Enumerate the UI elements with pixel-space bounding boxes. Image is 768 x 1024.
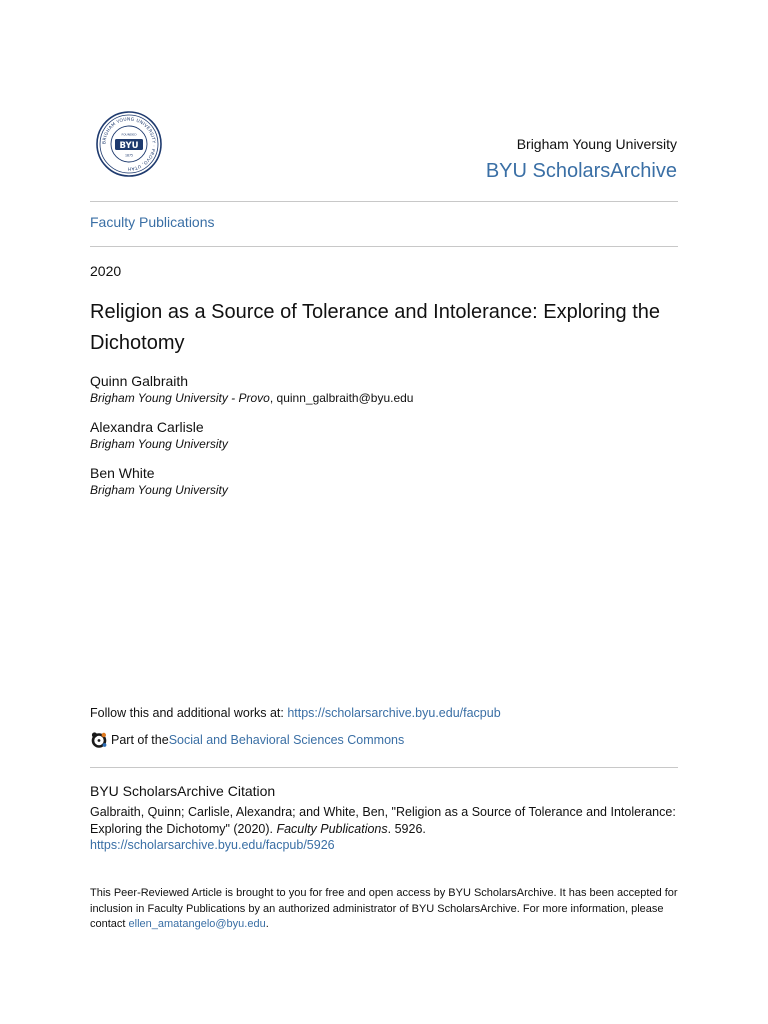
archive-link[interactable]: BYU ScholarsArchive [485, 160, 677, 182]
divider [90, 246, 678, 247]
notice-text: This Peer-Reviewed Article is brought to you for free and open access by BYU ScholarsArchive. It has been accepted for inclusion in Faculty Publications by an authorized administrator of BYU ScholarsArchive. For more information, please contact [90, 887, 678, 930]
citation-text [90, 804, 678, 854]
citation-url-link[interactable]: https://scholarsarchive.byu.edu/facpub/5926 [90, 838, 335, 852]
divider [90, 767, 678, 768]
part-of-line [90, 731, 404, 749]
series-link[interactable]: Faculty Publications [90, 214, 215, 230]
institution-name: Brigham Young University [516, 136, 677, 152]
citation-authors-title: Galbraith, Quinn; Carlisle, Alexandra; and White, Ben, "Religion as a Source of Tolerance and Intolerance: Exploring the Dichotomy" (2020). [90, 805, 676, 836]
author-institution: Brigham Young University - Provo [90, 391, 270, 405]
seal-founded-text: FOUNDED [121, 132, 137, 137]
author-name: Ben White [90, 465, 155, 481]
seal-center-text: BYU [119, 140, 139, 151]
part-of-prefix: Part of the [111, 733, 169, 747]
contact-email-link[interactable]: ellen_amatangelo@byu.edu [128, 918, 266, 930]
author-name: Quinn Galbraith [90, 373, 189, 389]
author-affiliation [90, 390, 690, 406]
follow-prefix: Follow this and additional works at: [90, 706, 288, 720]
byu-seal-logo [96, 111, 162, 177]
author-institution: Brigham Young University [90, 437, 228, 451]
author-entry [90, 418, 690, 452]
author-entry [90, 464, 690, 498]
author-entry [90, 372, 690, 406]
article-title: Religion as a Source of Tolerance and Intolerance: Exploring the Dichotomy [90, 301, 660, 354]
citation-journal: Faculty Publications [276, 821, 388, 836]
citation-number: . 5926. [387, 821, 426, 836]
seal-ring-text: BRIGHAM YOUNG UNIVERSITY · PROVO, UTAH [102, 117, 156, 171]
publication-year: 2020 [90, 263, 122, 279]
author-affiliation [90, 436, 690, 452]
network-commons-icon [90, 731, 108, 749]
header-branding [486, 135, 677, 184]
notice-end: . [265, 918, 269, 930]
author-email[interactable]: quinn_galbraith@byu.edu [276, 391, 414, 405]
author-name: Alexandra Carlisle [90, 419, 204, 435]
author-affiliation [90, 482, 690, 498]
author-institution: Brigham Young University [90, 483, 228, 497]
divider [90, 201, 678, 202]
citation-heading: BYU ScholarsArchive Citation [90, 783, 276, 799]
author-list [90, 372, 690, 510]
email-separator: , [269, 391, 277, 405]
follow-line [90, 706, 501, 720]
commons-link[interactable]: Social and Behavioral Sciences Commons [168, 733, 405, 747]
collection-url-link[interactable]: https://scholarsarchive.byu.edu/facpub [287, 706, 501, 720]
seal-year-text: 1875 [124, 153, 134, 158]
access-notice [90, 886, 678, 933]
